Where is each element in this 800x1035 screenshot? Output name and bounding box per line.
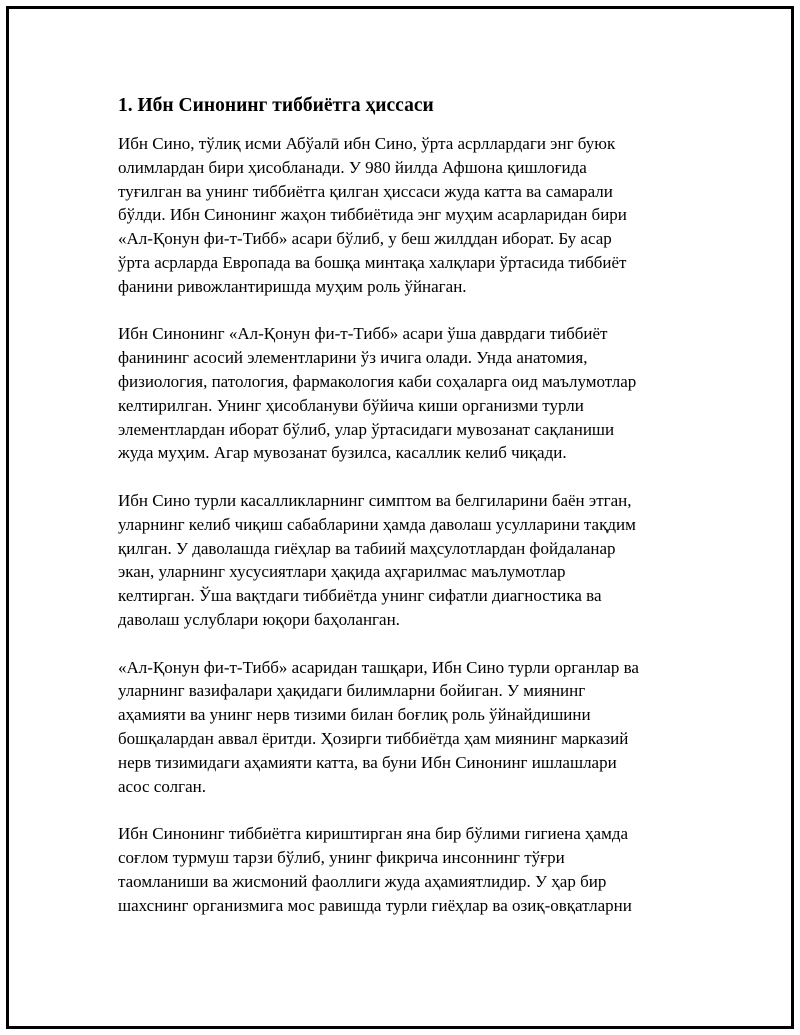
paragraph-1: Ибн Сино, тўлиқ исми Абўалӣ ибн Сино, ўрта асрллардаги энг буюк олимлардан бири ҳисобланади. У 980 йилда Афшона қишлоғида туғилган ва унинг тиббиётга қилган ҳиссаси жуда катта ва самарали бўлди. Ибн Синонинг жаҳон тиббиётида энг муҳим асарларидан бири «Ал-Қонун фи-т-Тибб» асари бўлиб, у беш жилддан иборат. Бу асар ўрта асрларда Европада ва бошқа минтақа халқлари ўртасида тиббиёт фанини ривожлантиришда муҳим роль ўйнаган. [118, 134, 627, 296]
paragraph-4: «Ал-Қонун фи-т-Тибб» асаридан ташқари, Ибн Сино турли органлар ва уларнинг вазифалари ҳақидаги билимларни бойиган. У миянинг аҳамияти ва унинг нерв тизими билан боғлиқ роль ўйнайдишини бошқалардан аввал ёритди. Ҳозирги тиббиётда ҳам миянинг марказий нерв тизимидаги аҳамияти катта, ва буни Ибн Синонинг ишлашлари асос солган. [118, 657, 639, 796]
paragraph-3: Ибн Сино турли касалликларнинг симптом ва белгиларини баён этган, уларнинг келиб чиқиш сабабларини ҳамда даволаш усулларини тақдим қилган. У даволашда гиёҳлар ва табиий маҳсулотлардан фойдаланар экан, уларнинг хусусиятлари ҳақида аҳгарилмас маълумотлар келтирган. Ўша вақтдаги тиббиётда унинг сифатли диагностика ва даволаш услублари юқори баҳоланган. [118, 490, 636, 629]
section-heading: 1. Ибн Синонинг тиббиётга ҳиссаси [118, 95, 434, 116]
paragraph-2: Ибн Синонинг «Ал-Қонун фи-т-Тибб» асари ўша даврдаги тиббиёт фанининг асосий элементларини ўз ичига олади. Унда анатомия, физиология, патология, фармакология каби соҳаларга оид маълумотлар келтирилган. Унинг ҳисоблануви бўйича киши организми турли элементлардан иборат бўлиб, улар ўртасидаги мувозанат сақланиши жуда муҳим. Агар мувозанат бузилса, касаллик келиб чиқади. [118, 324, 637, 463]
document-body [118, 92, 698, 941]
paragraph-5: Ибн Синонинг тиббиётга кириштирган яна бир бўлими гигиена ҳамда соғлом турмуш тарзи бўлиб, унинг фикрича инсоннинг тўғри таомланиши ва жисмоний фаоллиги жуда аҳамиятлидир. У ҳар бир шахснинг организмига мос равишда турли гиёҳлар ва озиқ-овқатларни [118, 824, 632, 915]
